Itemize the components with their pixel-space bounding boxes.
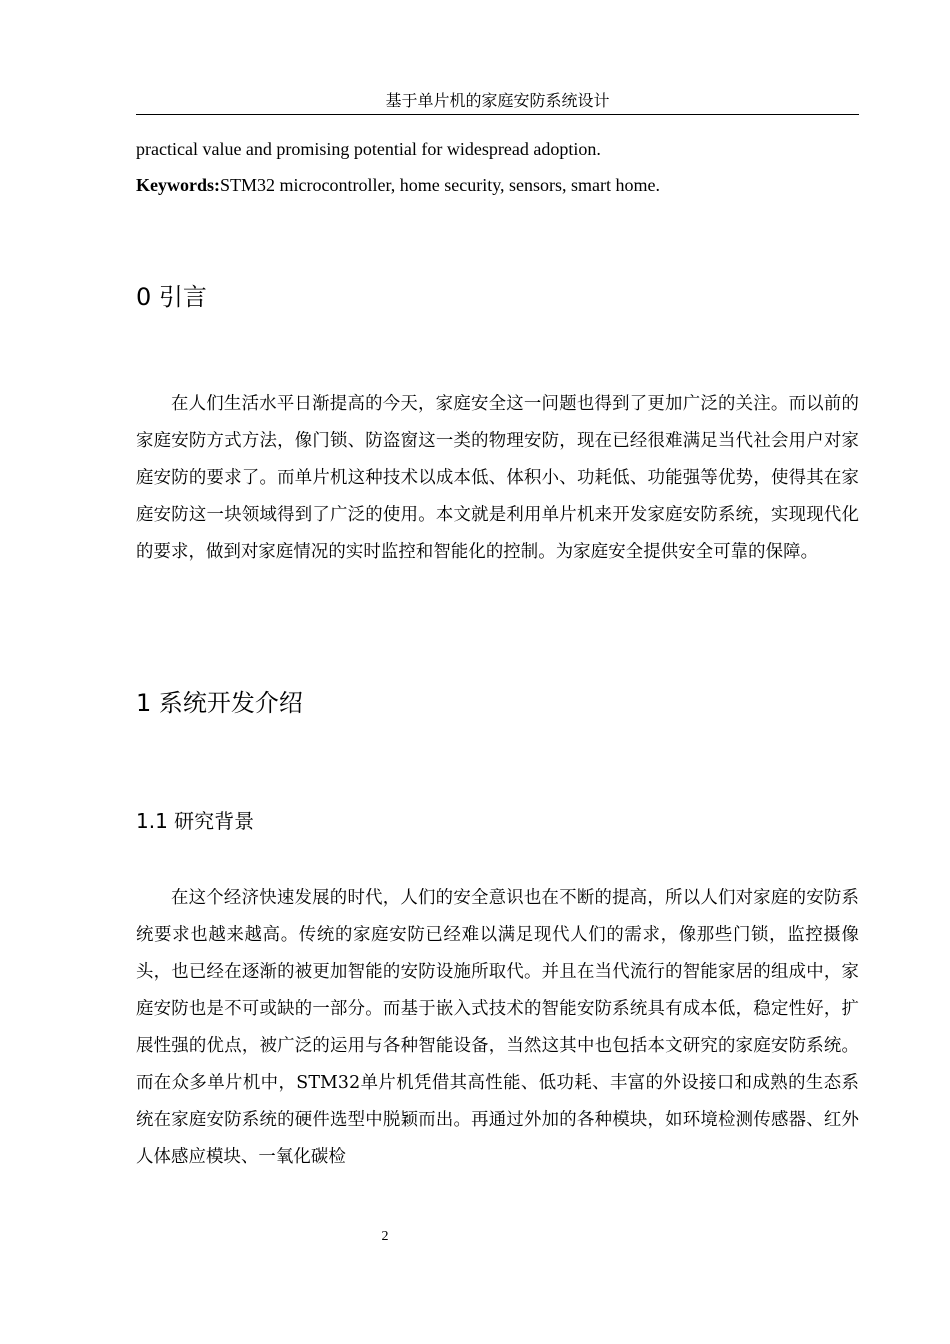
- header-rule: [136, 114, 859, 115]
- abstract-continuation: practical value and promising potential for widespread adoption.: [136, 139, 601, 159]
- keywords-line: [136, 173, 859, 197]
- keywords-text: STM32 microcontroller, home security, sensors, smart home.: [220, 175, 661, 195]
- keywords-label: Keywords:: [136, 175, 220, 195]
- running-header: 基于单片机的家庭安防系统设计: [385, 91, 610, 110]
- intro-paragraph: 在人们生活水平日渐提高的今天，家庭安全这一问题也得到了更加广泛的关注。而以前的家庭安防方式方法，像门锁、防盗窗这一类的物理安防，现在已经很难满足当代社会用户对家庭安防的要求了。而单片机这种技术以成本低、体积小、功耗低、功能强等优势，使得其在家庭安防这一块领域得到了广泛的使用。本文就是利用单片机来开发家庭安防系统，实现现代化的要求，做到对家庭情况的实时监控和智能化的控制。为家庭安全提供安全可靠的保障。: [136, 394, 859, 562]
- subsection-heading-background: 1.1 研究背景: [136, 809, 255, 833]
- background-paragraph: 在这个经济快速发展的时代，人们的安全意识也在不断的提高，所以人们对家庭的安防系统要求也越来越高。传统的家庭安防已经难以满足现代人们的需求，像那些门锁，监控摄像头，也已经在逐渐的被更加智能的安防设施所取代。并且在当代流行的智能家居的组成中，家庭安防也是不可或缺的一部分。而基于嵌入式技术的智能安防系统具有成本低，稳定性好，扩展性强的优点，被广泛的运用与各种智能设备，当然这其中也包括本文研究的家庭安防系统。而在众多单片机中，STM32单片机凭借其高性能、低功耗、丰富的外设接口和成熟的生态系统在家庭安防系统的硬件选型中脱颖而出。再通过外加的各种模块，如环境检测传感器、红外人体感应模块、一氧化碳检: [136, 888, 859, 1167]
- section-heading-system: 1 系统开发介绍: [136, 689, 303, 717]
- section-heading-intro: 0 引言: [136, 283, 207, 311]
- page-number: 2: [381, 1229, 389, 1244]
